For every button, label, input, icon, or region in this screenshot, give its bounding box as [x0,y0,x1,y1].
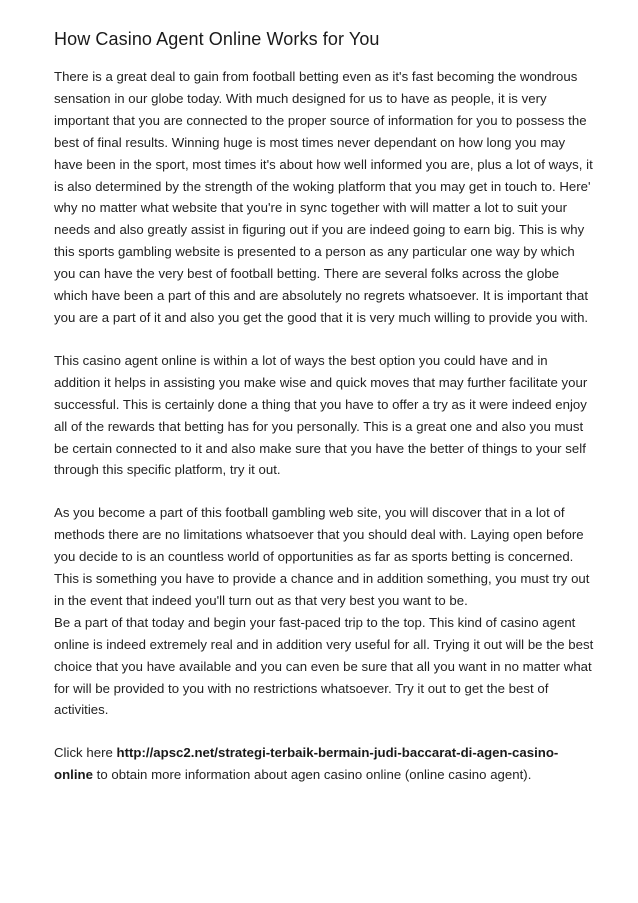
page-title: How Casino Agent Online Works for You [54,29,380,49]
document-page [54,28,594,807]
paragraph-become-part: As you become a part of this football gambling web site, you will discover that in a lot of methods there are no limitations whatsoever that you should deal with. Laying open before you decide to is an countless world of opportunities as far as sports betting is concerned. This is something you have to provide a chance and in addition something, you must try out in the event that indeed you'll turn out as that very best you want to be. [54,505,590,608]
source-link[interactable]: http://apsc2.net/strategi-terbaik-bermain-judi-baccarat-di-agen-casino-online [54,745,559,783]
closing-prefix: Click here [54,745,117,761]
closing-suffix: to obtain more information about agen casino online (online casino agent). [92,767,532,783]
paragraph-casino-agent: This casino agent online is within a lot of ways the best option you could have and in addition it helps in assisting you make wise and quick moves that may further facilitate your successful. This is certainly done a thing that you have to offer a try as it were indeed enjoy all of the rewards that betting has for you personally. This is a great one and also you must be certain connected to it and also make sure that you have the better of things to your self through this specific platform, try it out. [54,352,588,478]
paragraph-closing [54,742,594,786]
paragraph-intro: There is a great deal to gain from football betting even as it's fast becoming the wondrous sensation in our globe today. With much designed for us to have as people, it is very important that you are connected to the proper source of information for you to possess the best of final results. Winning huge is most times never dependant on how long you may have been in the sport, most times it's about how well informed you are, plus a lot of ways, it is also determined by the strength of the woking platform that you may get in touch to. Here' why no matter what website that you're in sync together with will matter a lot to suit your needs and also greatly assist in figuring out if you are indeed going to earn big. This is why this sports gambling website is presented to a person as any particular one way by which you can have the very best of football betting. There are several folks across the globe which have been a part of this and are absolutely no regrets whatsoever. It is important that you are a part of it and also you get the good that it is very much willing to provide you with. [54,69,593,325]
paragraph-be-part-today: Be a part of that today and begin your fast-paced trip to the top. This kind of casino agent online is indeed extremely real and in addition very useful for all. Trying it out will be the best choice that you have available and you can even be sure that all you want in no matter what for will be provided to you with no restrictions whatsoever. Try it out to get the best of activities. [54,614,594,718]
